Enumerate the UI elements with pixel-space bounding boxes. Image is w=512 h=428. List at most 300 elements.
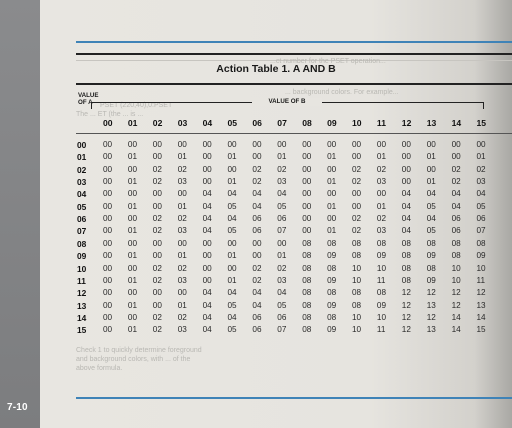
table-cell: 09 (327, 325, 337, 335)
table-cell: 00 (277, 140, 287, 149)
table-cell: 01 (227, 251, 237, 261)
table-cell: 00 (252, 140, 262, 149)
show-through-line: PSET (220,40),0:PSET (100, 102, 173, 109)
table-cell: 08 (302, 275, 312, 285)
table-cell: 08 (327, 288, 337, 298)
table-cell: 07 (277, 226, 287, 236)
table-cell: 02 (177, 164, 187, 174)
table-cell: 00 (103, 140, 113, 149)
row-header-cell: 04 (77, 189, 87, 200)
table-cell: 08 (352, 251, 362, 261)
table-cell: 05 (277, 201, 287, 211)
table-cell: 00 (127, 288, 137, 298)
table-cell: 00 (352, 140, 362, 149)
table-cell: 03 (177, 226, 187, 236)
table-cell: 00 (302, 189, 312, 199)
table-top-rule (76, 53, 512, 55)
page-number: 7-10 (7, 402, 28, 413)
table-cell: 08 (376, 238, 386, 248)
table-cell: 00 (103, 201, 113, 211)
show-through-line: Check 1 to quickly determine foreground (76, 347, 202, 354)
table-cell: 00 (426, 140, 436, 149)
table-cell: 00 (103, 288, 113, 298)
table-cell: 10 (352, 325, 362, 335)
table-cell: 10 (376, 263, 386, 273)
table-cell: 03 (277, 275, 287, 285)
table-cell: 06 (277, 312, 287, 322)
row-header-cell: 05 (77, 201, 87, 212)
table-cell: 01 (127, 226, 137, 236)
row-header-cell: 01 (77, 152, 87, 163)
table-cell: 02 (352, 214, 362, 224)
table-cell: 00 (426, 164, 436, 174)
table-cell: 00 (103, 164, 113, 174)
table-cell: 08 (302, 238, 312, 248)
table-cell: 01 (127, 201, 137, 211)
table-cell: 01 (177, 300, 187, 310)
table-cell: 05 (426, 201, 436, 211)
table-cell: 00 (476, 140, 486, 149)
table-cell: 08 (352, 300, 362, 310)
table-cell: 06 (277, 214, 287, 224)
top-accent-rule (76, 41, 512, 43)
show-through-line: and background colors, with ... of the (76, 356, 191, 363)
show-through-line: ...ct number for the PSET operation... (270, 58, 386, 65)
table-cell: 00 (352, 152, 362, 162)
table-cell: 10 (352, 275, 362, 285)
table-cell: 01 (127, 300, 137, 310)
table-cell: 04 (202, 288, 212, 298)
table-cell: 00 (103, 325, 113, 335)
table-cell: 02 (152, 312, 162, 322)
table-cell: 00 (327, 214, 337, 224)
table-cell: 00 (302, 164, 312, 174)
table-cell: 00 (152, 251, 162, 261)
column-axis-header (40, 98, 512, 108)
table-cell: 14 (476, 312, 486, 322)
table-cell: 08 (401, 263, 411, 273)
row-header-cell: 08 (77, 238, 87, 249)
table-cell: 00 (103, 226, 113, 236)
table-cell: 00 (103, 300, 113, 310)
table-cell: 10 (451, 263, 461, 273)
table-cell: 01 (277, 152, 287, 162)
table-cell: 04 (202, 226, 212, 236)
table-cell: 04 (401, 201, 411, 211)
table-cell: 00 (352, 201, 362, 211)
table-cell: 00 (252, 251, 262, 261)
table-cell: 02 (352, 164, 362, 174)
column-header-cell: 07 (277, 118, 287, 128)
table-cell: 04 (227, 288, 237, 298)
table-cell: 00 (227, 238, 237, 248)
table-cell: 04 (451, 201, 461, 211)
show-through-line: above formula. (76, 365, 123, 372)
table-cell: 00 (152, 189, 162, 199)
column-header-rule (76, 133, 512, 134)
table-cell: 02 (376, 164, 386, 174)
table-cell: 00 (302, 140, 312, 149)
table-cell: 02 (476, 164, 486, 174)
table-cell: 13 (426, 325, 436, 335)
table-cell: 08 (376, 288, 386, 298)
table-cell: 09 (376, 251, 386, 261)
table-cell: 10 (376, 312, 386, 322)
column-header-cell: 01 (127, 118, 138, 128)
table-cell: 02 (352, 177, 362, 187)
table-cell: 00 (202, 164, 212, 174)
table-cell: 12 (426, 288, 436, 298)
table-cell: 04 (227, 214, 237, 224)
table-cell: 09 (426, 275, 436, 285)
table-cell: 00 (202, 177, 212, 187)
table-cell: 00 (152, 300, 162, 310)
table-cell: 00 (103, 275, 113, 285)
table-cell: 06 (252, 325, 262, 335)
table-cell: 01 (227, 152, 237, 162)
table-cell: 00 (152, 201, 162, 211)
table-cell: 02 (277, 164, 287, 174)
table-cell: 08 (302, 263, 312, 273)
table-cell: 00 (127, 140, 137, 149)
column-header-cell: 10 (352, 118, 362, 128)
table-cell: 02 (152, 177, 162, 187)
row-header-cell: 14 (77, 312, 87, 323)
table-cell: 04 (252, 201, 262, 211)
table-cell: 08 (426, 263, 436, 273)
table-cell: 00 (252, 152, 262, 162)
row-header-cell: 02 (77, 164, 87, 175)
table-cell: 02 (376, 214, 386, 224)
table-cell: 07 (476, 226, 486, 236)
table-cell: 02 (177, 312, 187, 322)
table-cell: 09 (327, 251, 337, 261)
table-cell: 00 (152, 238, 162, 248)
table-cell: 06 (252, 214, 262, 224)
column-axis-label: VALUE OF B (252, 98, 322, 106)
column-header-cell: 03 (177, 118, 188, 128)
table-cell: 10 (451, 275, 461, 285)
table-cell: 01 (127, 152, 137, 162)
table-cell: 04 (401, 214, 411, 224)
table-cell: 00 (277, 238, 287, 248)
table-cell: 04 (227, 189, 237, 199)
table-cell: 08 (476, 238, 486, 248)
table-cell: 02 (152, 226, 162, 236)
table-cell: 00 (103, 152, 113, 162)
table-cell: 02 (352, 226, 362, 236)
table-cell: 11 (476, 275, 485, 285)
table-cell: 08 (327, 312, 337, 322)
column-header-cell: 09 (327, 118, 337, 128)
table-cell: 01 (227, 275, 237, 285)
bottom-accent-rule (76, 397, 512, 399)
table-cell: 02 (152, 325, 162, 335)
table-cell: 14 (451, 325, 461, 335)
table-cell: 00 (103, 189, 113, 199)
table-cell: 00 (401, 177, 411, 187)
row-header-cell: 00 (77, 140, 87, 150)
table-cell: 12 (476, 288, 486, 298)
table-cell: 08 (302, 251, 312, 261)
table-cell: 00 (352, 189, 362, 199)
table-cell: 04 (426, 214, 436, 224)
table-cell: 00 (152, 152, 162, 162)
table-cell: 05 (227, 201, 237, 211)
show-through-line: The ... ET (the ... is ... (76, 111, 144, 118)
table-cell: 01 (426, 177, 436, 187)
table-cell: 15 (476, 325, 486, 335)
table-cell: 01 (177, 201, 187, 211)
table-cell: 08 (302, 325, 312, 335)
table-cell: 04 (202, 189, 212, 199)
table-cell: 03 (177, 177, 187, 187)
table-cell: 04 (202, 201, 212, 211)
table-cell: 00 (302, 177, 312, 187)
table-cell: 00 (451, 152, 461, 162)
table-cell: 06 (451, 226, 461, 236)
table-cell: 00 (127, 164, 137, 174)
table-cell: 04 (252, 189, 262, 199)
table-cell: 00 (227, 140, 237, 149)
table-cell: 02 (177, 263, 187, 273)
table-cell: 04 (401, 189, 411, 199)
table-cell: 00 (177, 189, 187, 199)
table-cell: 08 (327, 263, 337, 273)
table-cell: 04 (202, 300, 212, 310)
table-cell: 01 (327, 201, 337, 211)
row-header-cell: 12 (77, 288, 87, 299)
table-cell: 08 (426, 238, 436, 248)
table-cell: 00 (227, 164, 237, 174)
table-cell: 01 (127, 275, 137, 285)
table-cell: 03 (476, 177, 486, 187)
table-cell: 03 (277, 177, 287, 187)
table-cell: 00 (252, 238, 262, 248)
table-cell: 08 (401, 251, 411, 261)
table-cell: 03 (177, 325, 187, 335)
table-cell: 00 (376, 189, 386, 199)
row-header-cell: 10 (77, 263, 87, 274)
table-cell: 06 (252, 226, 262, 236)
table-cell: 01 (277, 251, 287, 261)
table-cell: 01 (376, 152, 386, 162)
table-cell: 12 (451, 288, 461, 298)
column-header-cell: 11 (376, 118, 386, 128)
table-cell: 06 (476, 214, 486, 224)
table-cell: 01 (476, 152, 486, 162)
table-cell: 00 (227, 263, 237, 273)
table-cell: 10 (476, 263, 486, 273)
table-cell: 05 (227, 226, 237, 236)
table-cell: 10 (352, 312, 362, 322)
table-cell: 00 (103, 263, 113, 273)
table-cell: 00 (103, 214, 113, 224)
table-cell: 02 (451, 164, 461, 174)
table-cell: 12 (426, 312, 436, 322)
table-cell: 05 (426, 226, 436, 236)
row-header-cell: 13 (77, 300, 87, 311)
table-cell: 06 (252, 312, 262, 322)
table-cell: 00 (202, 140, 212, 149)
table-cell: 07 (277, 325, 287, 335)
table-cell: 01 (177, 152, 187, 162)
table-cell: 02 (252, 177, 262, 187)
table-cell: 00 (302, 214, 312, 224)
column-header-cell: 12 (401, 118, 412, 128)
table-cell: 00 (127, 263, 137, 273)
table-cell: 03 (376, 226, 386, 236)
table-cell: 08 (451, 251, 461, 261)
table-cell: 04 (252, 300, 262, 310)
table-cell: 04 (277, 189, 287, 199)
column-header-cell: 05 (227, 118, 238, 128)
row-header-cell: 15 (77, 325, 87, 336)
row-header-cell: 11 (77, 275, 86, 286)
table-cell: 00 (302, 201, 312, 211)
table-cell: 00 (103, 238, 113, 248)
column-header-cell: 15 (476, 118, 487, 128)
table-cell: 08 (451, 238, 461, 248)
table-cell: 00 (127, 214, 137, 224)
show-through-line: ... background colors. For example... (285, 89, 399, 96)
table-cell: 05 (277, 300, 287, 310)
table-cell: 01 (426, 152, 436, 162)
table-cell: 01 (177, 251, 187, 261)
table-cell: 02 (252, 263, 262, 273)
table-cell: 04 (202, 214, 212, 224)
table-cell: 12 (451, 300, 461, 310)
row-header-cell: 06 (77, 214, 87, 225)
table-cell: 04 (202, 325, 212, 335)
table-cell: 08 (302, 312, 312, 322)
table-cell: 00 (127, 189, 137, 199)
table-cell: 01 (376, 201, 386, 211)
table-cell: 11 (376, 325, 386, 335)
table-cell: 00 (302, 226, 312, 236)
table-title: Action Table 1. A AND B (216, 63, 336, 75)
table-cell: 08 (302, 300, 312, 310)
table-title-rule (76, 83, 512, 85)
table-cell: 09 (327, 300, 337, 310)
table-cell: 05 (227, 300, 237, 310)
table-cell: 09 (327, 275, 337, 285)
table-cell: 04 (227, 312, 237, 322)
column-header-cell: 13 (426, 118, 437, 128)
table-cell: 00 (401, 152, 411, 162)
column-header-cell: 06 (252, 118, 262, 128)
table-cell: 01 (127, 251, 137, 261)
table-cell: 04 (451, 189, 461, 199)
table-cell: 14 (451, 312, 461, 322)
table-cell: 01 (327, 226, 337, 236)
table-cell: 08 (401, 238, 411, 248)
table-cell: 02 (152, 263, 162, 273)
row-header-cell: 09 (77, 251, 87, 262)
table-cell: 12 (401, 312, 411, 322)
table-cell: 09 (376, 300, 386, 310)
table-cell: 00 (103, 251, 113, 261)
table-cell: 00 (127, 312, 137, 322)
row-header-cell: 07 (77, 226, 87, 237)
table-cell: 12 (401, 300, 411, 310)
table-cell: 02 (252, 275, 262, 285)
table-cell: 04 (426, 189, 436, 199)
table-cell: 08 (302, 288, 312, 298)
table-cell: 00 (152, 140, 162, 149)
table-cell: 00 (401, 164, 411, 174)
table-cell: 01 (127, 325, 137, 335)
column-header-cell: 02 (152, 118, 163, 128)
row-axis-label-text: VALUE OF A (78, 92, 99, 106)
table-cell: 08 (352, 238, 362, 248)
table-cell: 00 (177, 238, 187, 248)
table-cell: 03 (376, 177, 386, 187)
table-cell: 00 (127, 238, 137, 248)
table-cell: 00 (302, 152, 312, 162)
table-cell: 00 (202, 263, 212, 273)
table-cell: 04 (202, 312, 212, 322)
table-cell: 04 (401, 226, 411, 236)
table-cell: 02 (277, 263, 287, 273)
table-cell: 02 (252, 164, 262, 174)
table-cell: 08 (352, 288, 362, 298)
table-cell: 09 (476, 251, 486, 261)
table-cell: 02 (152, 214, 162, 224)
table-cell: 00 (152, 288, 162, 298)
table-cell: 12 (401, 288, 411, 298)
table-cell: 02 (152, 275, 162, 285)
table-cell: 06 (451, 214, 461, 224)
table-cell: 00 (327, 189, 337, 199)
table-cell: 00 (202, 152, 212, 162)
column-header-row (40, 118, 512, 130)
table-cell: 01 (127, 177, 137, 187)
table-cell: 00 (376, 140, 386, 149)
table-cell: 04 (476, 189, 486, 199)
table-cell: 00 (451, 140, 461, 149)
table-cell: 00 (327, 164, 337, 174)
table-cell: 10 (352, 263, 362, 273)
table-cell: 00 (103, 177, 113, 187)
row-header-cell: 03 (77, 177, 87, 188)
table-cell: 00 (202, 251, 212, 261)
table-cell: 01 (227, 177, 237, 187)
column-header-cell: 00 (103, 118, 113, 128)
column-header-cell: 08 (302, 118, 312, 128)
table-cell: 04 (252, 288, 262, 298)
table-cell: 05 (476, 201, 486, 211)
document-page (40, 0, 512, 428)
table-cell: 03 (177, 275, 187, 285)
table-cell: 02 (451, 177, 461, 187)
table-cell: 00 (103, 312, 113, 322)
table-cell: 08 (327, 238, 337, 248)
column-header-cell: 04 (202, 118, 213, 128)
table-cell: 00 (177, 288, 187, 298)
table-cell: 09 (426, 251, 436, 261)
table-cell: 13 (476, 300, 486, 310)
table-cell: 00 (202, 275, 212, 285)
table-cell: 00 (202, 238, 212, 248)
page-sidebar-tab (0, 0, 40, 428)
table-cell: 12 (401, 325, 411, 335)
table-cell: 02 (152, 164, 162, 174)
table-cell: 00 (177, 140, 187, 149)
table-cell: 05 (227, 325, 237, 335)
table-cell: 01 (327, 177, 337, 187)
table-cell: 01 (327, 152, 337, 162)
